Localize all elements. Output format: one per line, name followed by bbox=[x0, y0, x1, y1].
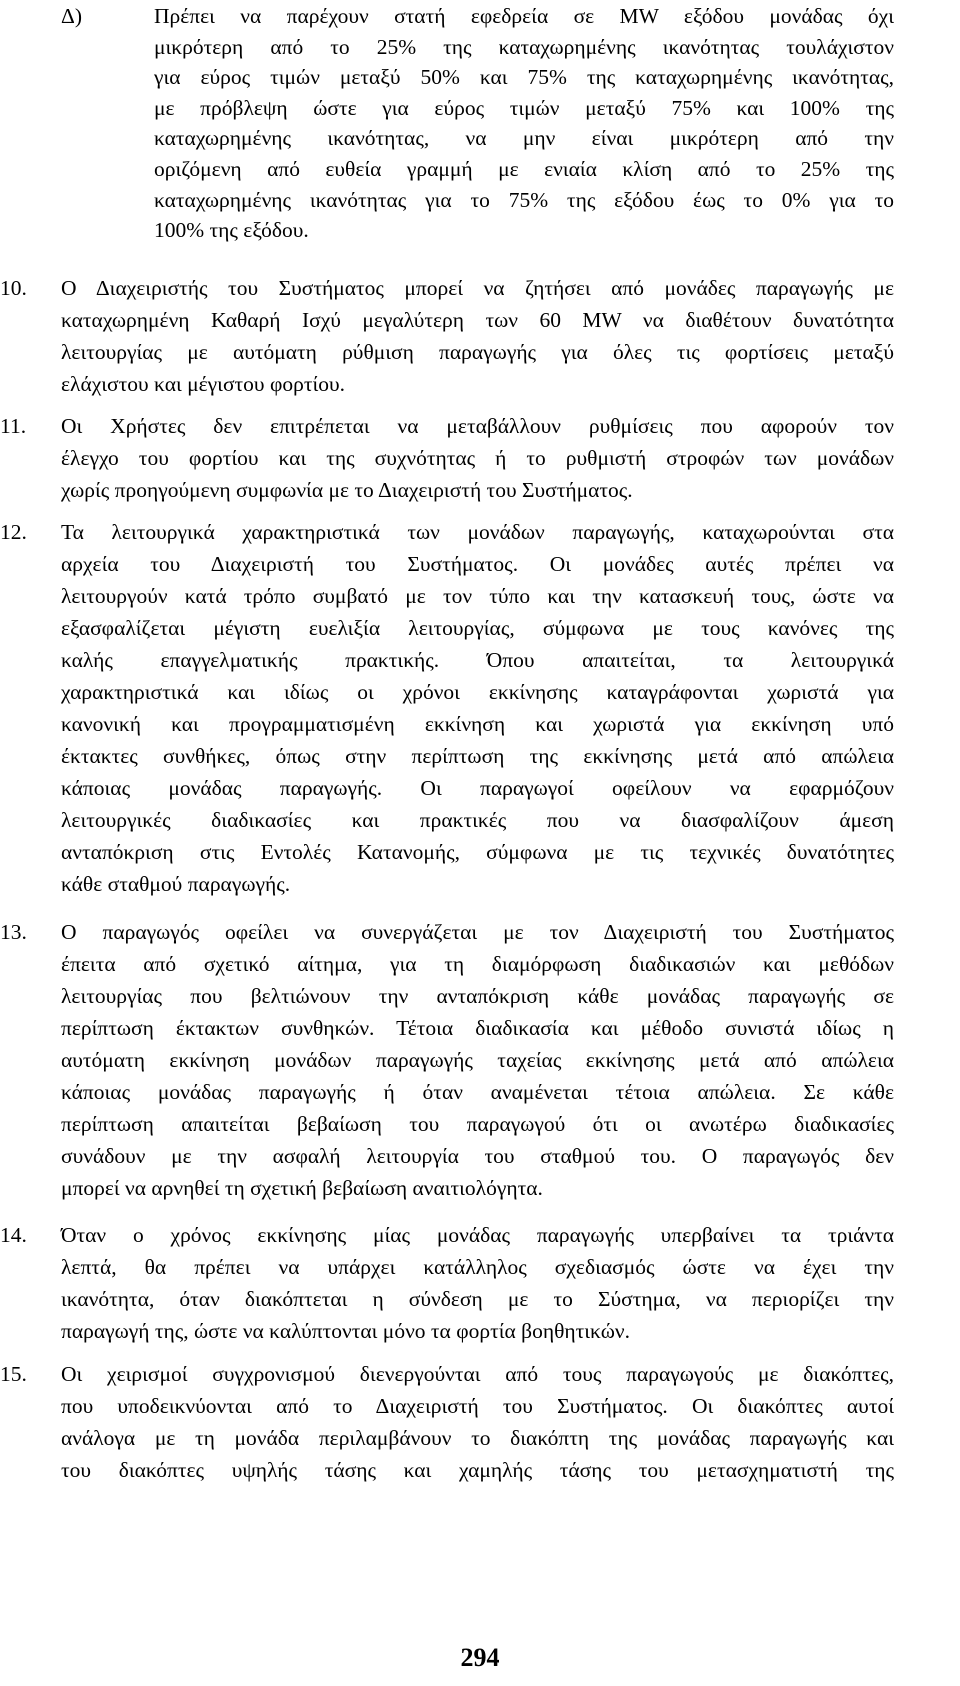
text-line: ελάχιστου και μέγιστου φορτίου. bbox=[61, 372, 346, 396]
text-line: για εύρος τιμών μεταξύ 50% και 75% της καταχωρημένης ικανότητας, bbox=[154, 65, 894, 90]
text-line: συνάδουν με την ασφαλή λειτουργία του σταθμού του. Ο παραγωγός δεν bbox=[61, 1144, 894, 1168]
text-line: καταχωρημένης ικανότητας, να μην είναι μικρότερη από την bbox=[154, 126, 894, 151]
text-line: παραγωγή της, ώστε να καλύπτονται μόνο τα φορτία βοηθητικών. bbox=[61, 1319, 630, 1343]
item-text bbox=[61, 1358, 894, 1486]
text-line: μπορεί να αρνηθεί τη σχετική βεβαίωση αναιτιολόγητα. bbox=[61, 1176, 543, 1200]
text-line: Τα λειτουργικά χαρακτηριστικά των μονάδων παραγωγής, καταχωρούνται στα bbox=[61, 520, 894, 544]
item-text bbox=[154, 1, 894, 246]
item-text bbox=[61, 516, 894, 900]
text-line: έλεγχο του φορτίου και της συχνότητας ή το ρυθμιστή στροφών των μονάδων bbox=[61, 446, 894, 470]
text-line: κάποιας μονάδας παραγωγής. Οι παραγωγοί οφείλουν να εφαρμόζουν bbox=[61, 776, 894, 800]
text-line: κάθε σταθμού παραγωγής. bbox=[61, 872, 291, 896]
text-line: Ο παραγωγός οφείλει να συνεργάζεται με τον Διαχειριστή του Συστήματος bbox=[61, 920, 894, 944]
text-line: 100% της εξόδου. bbox=[154, 218, 309, 243]
text-line: αρχεία του Διαχειριστή του Συστήματος. Οι μονάδες αυτές πρέπει να bbox=[61, 552, 894, 576]
text-line: Όταν ο χρόνος εκκίνησης μίας μονάδας παραγωγής υπερβαίνει τα τριάντα bbox=[61, 1223, 894, 1247]
text-line: κάποιας μονάδας παραγωγής ή όταν αναμένεται τέτοια απώλεια. Σε κάθε bbox=[61, 1080, 894, 1104]
text-line: Πρέπει να παρέχουν στατή εφεδρεία σε MW εξόδου μονάδας όχι bbox=[154, 4, 894, 28]
text-line: με πρόβλεψη ώστε για εύρος τιμών μεταξύ 75% και 100% της bbox=[154, 95, 894, 120]
text-line: Οι χειρισμοί συγχρονισμού διενεργούνται από τους παραγωγούς με διακόπτες, bbox=[61, 1362, 894, 1386]
text-line: περίπτωση απαιτείται βεβαίωση του παραγωγού ότι οι ανωτέρω διαδικασίες bbox=[61, 1112, 894, 1136]
text-line: χωρίς προηγούμενη συμφωνία με το Διαχειριστή του Συστήματος. bbox=[61, 478, 633, 502]
text-line: κανονική και προγραμματισμένη εκκίνηση και χωριστά για εκκίνηση υπό bbox=[61, 712, 894, 736]
text-line: αυτόματη εκκίνηση μονάδων παραγωγής ταχείας εκκίνησης μετά από απώλεια bbox=[61, 1048, 894, 1072]
text-line: περίπτωση έκτακτων συνθηκών. Τέτοια διαδικασία και μέθοδο συνιστά ιδίως η bbox=[61, 1016, 894, 1040]
item-number: 12. bbox=[0, 520, 27, 544]
item-text bbox=[61, 410, 894, 506]
text-line: ανάλογα με τη μονάδα περιλαμβάνουν το διακόπτη της μονάδας παραγωγής και bbox=[61, 1426, 894, 1450]
text-line: λειτουργίας με αυτόματη ρύθμιση παραγωγής για όλες τις φορτίσεις μεταξύ bbox=[61, 340, 894, 364]
text-line: εξασφαλίζεται μέγιστη ευελιξία λειτουργίας, σύμφωνα με τους κανόνες της bbox=[61, 616, 894, 640]
text-line: ανταπόκριση στις Εντολές Κατανομής, σύμφωνα με τις τεχνικές δυνατότητες bbox=[61, 840, 894, 864]
page-number: 294 bbox=[460, 1643, 500, 1672]
item-number: 14. bbox=[0, 1223, 27, 1247]
text-line: Οι Χρήστες δεν επιτρέπεται να μεταβάλλουν ρυθμίσεις που αφορούν τον bbox=[61, 414, 894, 438]
text-line: μικρότερη από το 25% της καταχωρημένης ικανότητας τουλάχιστον bbox=[154, 34, 894, 59]
item-number: Δ) bbox=[61, 4, 82, 28]
text-line: του διακόπτες υψηλής τάσης και χαμηλής τάσης του μετασχηματιστή της bbox=[61, 1458, 894, 1482]
item-text bbox=[61, 1219, 894, 1347]
text-line: ικανότητα, όταν διακόπτεται η σύνδεση με το Σύστημα, να περιορίζει την bbox=[61, 1287, 894, 1311]
text-line: οριζόμενη από ευθεία γραμμή με ενιαία κλίση από το 25% της bbox=[154, 156, 894, 181]
text-line: καταχωρημένης ικανότητας για το 75% της εξόδου έως το 0% για το bbox=[154, 187, 894, 212]
text-line: που υποδεικνύονται από το Διαχειριστή του Συστήματος. Οι διακόπτες αυτοί bbox=[61, 1394, 894, 1418]
text-line: λεπτά, θα πρέπει να υπάρχει κατάλληλος σχεδιασμός ώστε να έχει την bbox=[61, 1255, 894, 1279]
item-number: 15. bbox=[0, 1362, 27, 1386]
text-line: λειτουργίας που βελτιώνουν την ανταπόκριση κάθε μονάδας παραγωγής σε bbox=[61, 984, 894, 1008]
item-text bbox=[61, 916, 894, 1204]
item-text bbox=[61, 272, 894, 400]
text-line: Ο Διαχειριστής του Συστήματος μπορεί να ζητήσει από μονάδες παραγωγής με bbox=[61, 276, 894, 300]
text-line: καταχωρημένη Καθαρή Ισχύ μεγαλύτερη των 60 MW να διαθέτουν δυνατότητα bbox=[61, 308, 894, 332]
text-line: λειτουργικές διαδικασίες και πρακτικές που να διασφαλίζουν άμεση bbox=[61, 808, 894, 832]
item-number: 11. bbox=[0, 414, 27, 438]
text-line: λειτουργούν κατά τρόπο συμβατό με τον τύπο και την κατασκευή τους, ώστε να bbox=[61, 584, 894, 608]
text-line: έπειτα από σχετικό αίτημα, για τη διαμόρφωση διαδικασιών και μεθόδων bbox=[61, 952, 894, 976]
item-number: 10. bbox=[0, 276, 27, 300]
text-line: καλής επαγγελματικής πρακτικής. Όπου απαιτείται, τα λειτουργικά bbox=[61, 648, 894, 672]
text-line: χαρακτηριστικά και ιδίως οι χρόνοι εκκίνησης καταγράφονται χωριστά για bbox=[61, 680, 894, 704]
text-line: έκτακτες συνθήκες, όπως στην περίπτωση της εκκίνησης μετά από απώλεια bbox=[61, 744, 894, 768]
item-number: 13. bbox=[0, 920, 27, 944]
